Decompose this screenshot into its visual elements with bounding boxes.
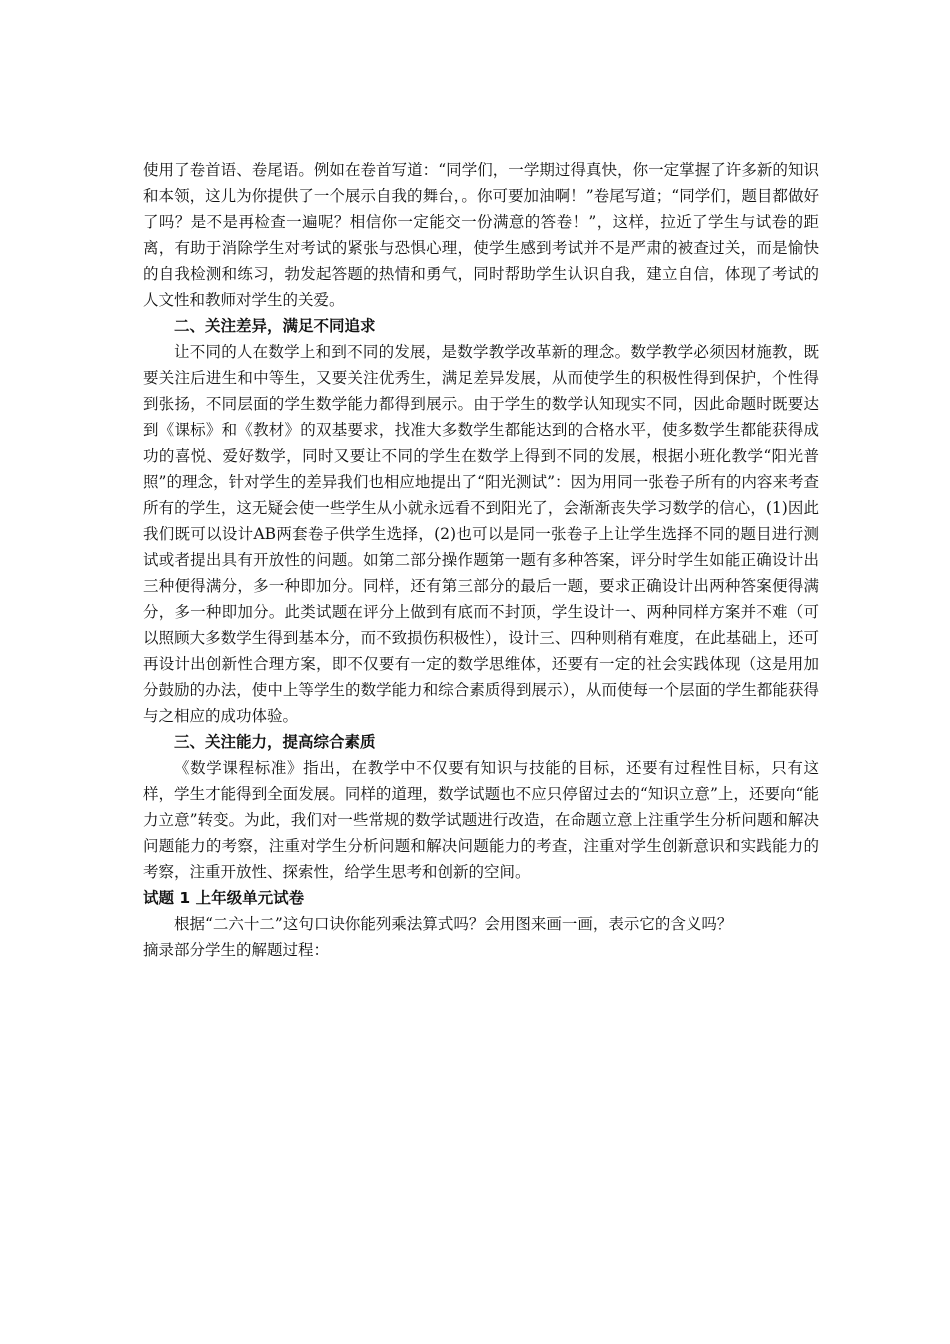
paragraph-differences: 让不同的人在数学上和到不同的发展，是数学教学改革新的理念。数学教学必须因材施教，既要关注后进生和中等生，又要关注优秀生，满足差异发展，从而使学生的积极性得到保护，个性得到张扬，不同层面的学生数学能力都得到展示。由于学生的数学认知现实不同，因此命题时既要达到《课标》和《教材》的双基要求，找准大多数学生都能达到的合格水平，使多数学生都能获得成功的喜悦、爱好数学，同时又要让不同的学生在数学上得到不同的发展，根据小班化教学“阳光普照”的理念，针对学生的差异我们也相应地提出了“阳光测试”：因为用同一张卷子所有的内容来考查所有的学生，这无疑会使一些学生从小就永远看不到阳光了，会渐渐丧失学习数学的信心，(1)因此我们既可以设计AB两套卷子供学生选择，(2)也可以是同一张卷子上让学生选择不同的题目进行测试或者提出具有开放性的问题。如第二部分操作题第一题有多种答案，评分时学生如能正确设计出三种便得满分，多一种即加分。同样，还有第三部分的最后一题，要求正确设计出两种答案便得满分，多一种即加分。此类试题在评分上做到有底而不封顶，学生设计一、两种同样方案并不难（可以照顾大多数学生得到基本分，而不致损伤积极性），设计三、四种则稍有难度，在此基础上，还可再设计出创新性合理方案，即不仅要有一定的数学思维体，还要有一定的社会实践体现（这是用加分鼓励的办法，使中上等学生的数学能力和综合素质得到展示），从而使每一个层面的学生都能获得与之相应的成功体验。	[143, 343, 819, 725]
document-page	[143, 157, 819, 963]
paragraph-ability: 《数学课程标准》指出，在教学中不仅要有知识与技能的目标，还要有过程性目标，只有这样，学生才能得到全面发展。同样的道理，数学试题也不应只停留过去的“知识立意”上，还要向“能力立意”转变。为此，我们对一些常规的数学试题进行改造，在命题立意上注重学生分析问题和解决问题能力的考察，注重对学生分析问题和解决问题能力的考查，注重对学生创新意识和实践能力的考察，注重开放性、探索性，给学生思考和创新的空间。	[143, 759, 819, 881]
section-heading-3: 三、关注能力，提高综合素质	[174, 733, 376, 751]
paragraph-intro: 使用了卷首语、卷尾语。例如在卷首写道：“同学们，一学期过得真快，你一定掌握了许多新的知识和本领，这儿为你提供了一个展示自我的舞台，。你可要加油啊！”卷尾写道；“同学们，题目都做好了吗？是不是再检查一遍呢？相信你一定能交一份满意的答卷！”，这样，拉近了学生与试卷的距离，有助于消除学生对考试的紧张与恐惧心理，使学生感到考试并不是严肃的被查过关，而是愉快的自我检测和练习，勃发起答题的热情和勇气，同时帮助学生认识自我，建立自信，体现了考试的人文性和教师对学生的关爱。	[143, 161, 819, 309]
paragraph-excerpt: 摘录部分学生的解题过程：	[143, 941, 330, 959]
paragraph-question: 根据“二六十二”这句口诀你能列乘法算式吗？会用图来画一画，表示它的含义吗？	[174, 915, 733, 933]
exercise-heading: 试题 1 上年级单元试卷	[143, 889, 305, 907]
section-heading-2: 二、关注差异，满足不同追求	[174, 317, 376, 335]
